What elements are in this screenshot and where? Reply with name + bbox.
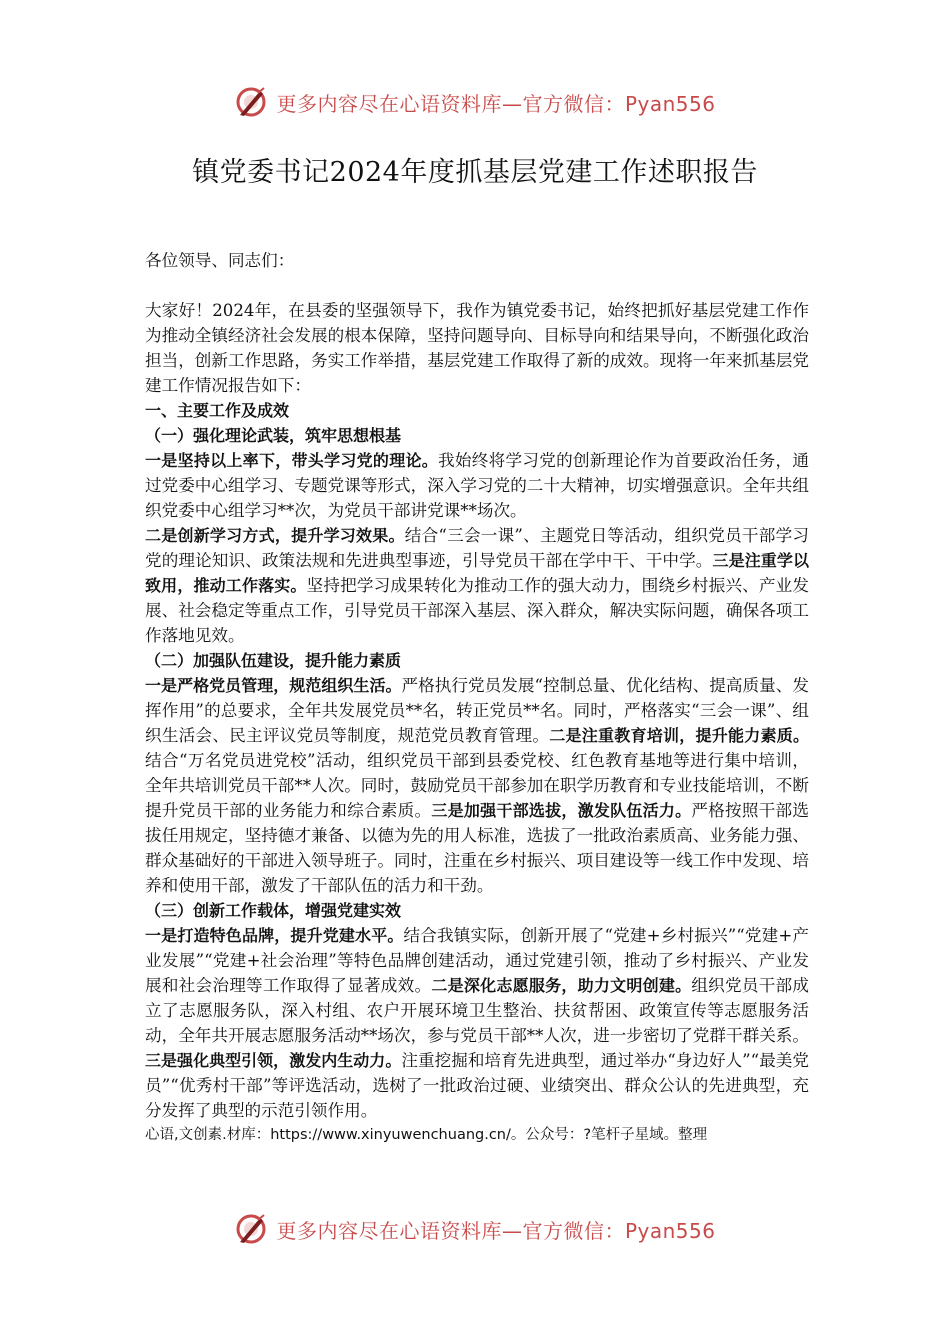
paragraph-text: 注重挖掘和培育先进典型，通过举办“身边好人”“最美党员”“优秀村干部”等评选活动，选树了一批政治过硬、业绩突出、群众公认的先进典型，充分发挥了典型的示范引领作用。 [145, 1051, 809, 1120]
lead-sentence: 二是创新学习方式，提升学习效果。 [145, 526, 405, 545]
document-title: 镇党委书记2024年度抓基层党建工作述职报告 [192, 157, 758, 188]
lead-sentence: 三是注重学以致用，推动工作落实。 [145, 551, 809, 595]
paragraph-text: 严格执行党员发展“控制总量、优化结构、提高质量、发挥作用”的总要求，全年共发展党员**名，转正党员**名。同时，严格落实“三会一课”、组织生活会、民主评议党员等制度，规范党员教育管理。 [145, 676, 809, 745]
section-heading-1: 一、主要工作及成效 [145, 401, 290, 420]
lead-sentence: 二是深化志愿服务，助力文明创建。 [431, 976, 692, 995]
paragraph-2-1 [145, 673, 809, 898]
subsection-heading-3: （三）创新工作载体，增强党建实效 [145, 901, 402, 920]
paragraph-text: 结合“三会一课”、主题党日等活动，组织党员干部学习党的理论知识、政策法规和先进典型事迹，引导党员干部在学中干、干中学。 [145, 526, 809, 570]
paragraph-text: 严格按照干部选拔任用规定，坚持德才兼备、以德为先的用人标准，选拔了一批政治素质高、业务能力强、群众基础好的干部进入领导班子。同时，注重在乡村振兴、项目建设等一线工作中发现、培养和使用干部，激发了干部队伍的活力和干劲。 [145, 801, 809, 895]
header-banner [0, 82, 950, 122]
paragraph-text: 结合我镇实际，创新开展了“党建+乡村振兴”“党建+产业发展”“党建+社会治理”等特色品牌创建活动，通过党建引领，推动了乡村振兴、产业发展和社会治理等工作取得了显著成效。 [145, 926, 809, 995]
subsection-heading-1: （一）强化理论武装，筑牢思想根基 [145, 426, 402, 445]
banner-text: 更多内容尽在心语资料库—官方微信：Pyan556 [276, 1218, 716, 1243]
footer-banner [0, 1209, 950, 1249]
source-note: 心语,文创素.材库：https://www.xinyuwenchuang.cn/。公众号：?笔杆子星域。整理 [145, 1127, 708, 1143]
lead-sentence: 三是强化典型引领，激发内生动力。 [145, 1051, 402, 1070]
lead-sentence: 一是坚持以上率下，带头学习党的理论。 [145, 451, 439, 470]
lead-sentence: 三是加强干部选拔，激发队伍活力。 [431, 801, 692, 820]
lead-sentence: 一是打造特色品牌，提升党建水平。 [145, 926, 404, 945]
subsection-heading-2: （二）加强队伍建设，提升能力素质 [145, 651, 402, 670]
paragraph-text: 坚持把学习成果转化为推动工作的强大动力，围绕乡村振兴、产业发展、社会稳定等重点工作，引导党员干部深入基层、深入群众，解决实际问题，确保各项工作落地见效。 [145, 576, 809, 645]
paragraph-text: 我始终将学习党的创新理论作为首要政治任务，通过党委中心组学习、专题党课等形式，深入学习党的二十大精神，切实增强意识。全年共组织党委中心组学习**次，为党员干部讲党课**场次。 [145, 451, 809, 520]
quill-circle-logo-icon [234, 1212, 268, 1246]
paragraph-text: 结合“万名党员进党校”活动，组织党员干部到县委党校、红色教育基地等进行集中培训，全年共培训党员干部**人次。同时，鼓励党员干部参加在职学历教育和专业技能培训，不断提升党员干部的业务能力和综合素质。 [145, 751, 809, 820]
paragraph-1-1 [145, 448, 809, 523]
paragraph-text: 组织党员干部成立了志愿服务队，深入村组、农户开展环境卫生整治、扶贫帮困、政策宣传等志愿服务活动，全年共开展志愿服务活动**场次，参与党员干部**人次，进一步密切了党群干群关系。 [145, 976, 809, 1045]
intro-paragraph: 大家好！2024年，在县委的坚强领导下，我作为镇党委书记，始终把抓好基层党建工作作为推动全镇经济社会发展的根本保障，坚持问题导向、目标导向和结果导向，不断强化政治担当，创新工作思路，务实工作举措，基层党建工作取得了新的成效。现将一年来抓基层党建工作情况报告如下： [145, 301, 809, 395]
document-body [145, 248, 809, 1148]
paragraph-3-1 [145, 923, 809, 1123]
quill-circle-logo-icon [234, 85, 268, 119]
banner-text: 更多内容尽在心语资料库—官方微信：Pyan556 [276, 91, 716, 116]
lead-sentence: 二是注重教育培训，提升能力素质。 [549, 726, 809, 745]
lead-sentence: 一是严格党员管理，规范组织生活。 [145, 676, 402, 695]
salutation: 各位领导、同志们： [145, 251, 295, 270]
paragraph-1-2 [145, 523, 809, 648]
